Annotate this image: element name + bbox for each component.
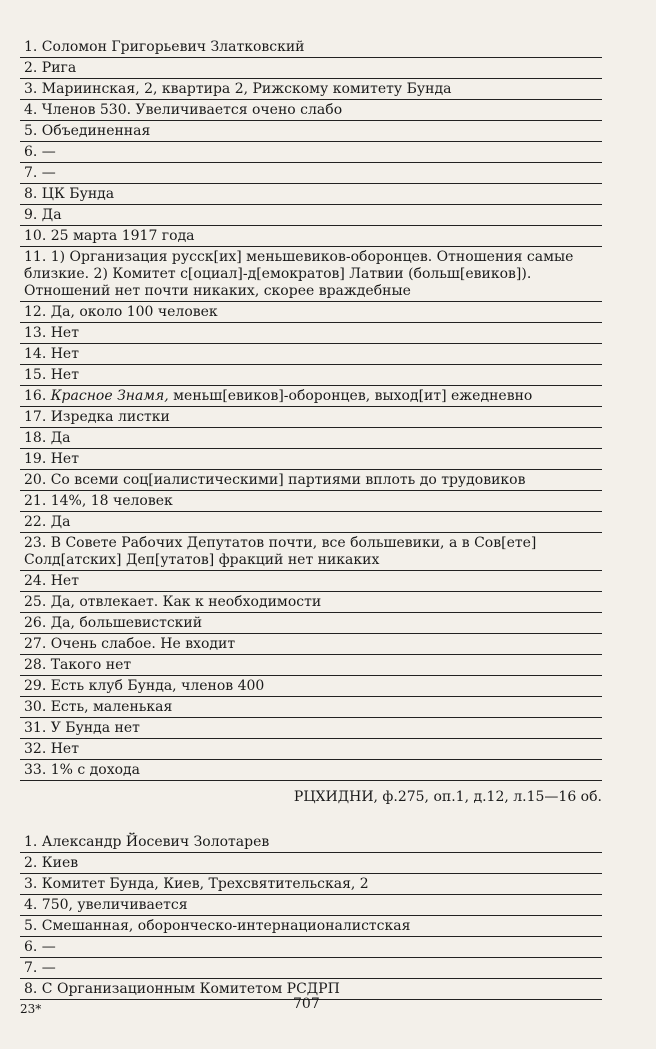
answer-row: 3. Мариинская, 2, квартира 2, Рижскому комитету Бунда (20, 79, 602, 100)
answer-row: 17. Изредка листки (20, 407, 602, 428)
newspaper-title: Красное Знамя, (50, 388, 169, 404)
archive-citation: РЦХИДНИ, ф.275, оп.1, д.12, л.15—16 об. (293, 789, 602, 805)
answer-row: 22. Да (20, 512, 602, 533)
answer-row: 1. Соломон Григорьевич Златковский (20, 37, 602, 58)
answer-row (20, 386, 602, 407)
answer-row: 8. ЦК Бунда (20, 184, 602, 205)
answer-row: 30. Есть, маленькая (20, 697, 602, 718)
answer-row: 5. Объединенная (20, 121, 602, 142)
answer-row: 5. Смешанная, оборонческо-интернационалистская (20, 916, 602, 937)
answer-row: 18. Да (20, 428, 602, 449)
answer-row: 14. Нет (20, 344, 602, 365)
answer-row: 7. — (20, 163, 602, 184)
page-number: 707 (293, 996, 320, 1012)
sheet-mark: 23* (20, 1002, 42, 1016)
answer-row: 15. Нет (20, 365, 602, 386)
answer-row: 3. Комитет Бунда, Киев, Трехсвятительская, 2 (20, 874, 602, 895)
answer-row: 4. 750, увеличивается (20, 895, 602, 916)
answer-row: 32. Нет (20, 739, 602, 760)
answer-row: 2. Киев (20, 853, 602, 874)
answer-row: 6. — (20, 937, 602, 958)
answer-row: 10. 25 марта 1917 года (20, 226, 602, 247)
answer-row: 26. Да, большевистский (20, 613, 602, 634)
answer-row: 21. 14%, 18 человек (20, 491, 602, 512)
answer-row: 6. — (20, 142, 602, 163)
answer-row: 28. Такого нет (20, 655, 602, 676)
answer-row: 33. 1% с дохода (20, 760, 602, 781)
answer-row: 9. Да (20, 205, 602, 226)
answer-row: 19. Нет (20, 449, 602, 470)
answer-row: 29. Есть клуб Бунда, членов 400 (20, 676, 602, 697)
answer-row: 31. У Бунда нет (20, 718, 602, 739)
answer-row: 25. Да, отвлекает. Как к необходимости (20, 592, 602, 613)
answer-row: 11. 1) Организация русск[их] меньшевиков-оборонцев. Отношения самые близкие. 2) Комитет с[оциал]-д[емократов] Латвии (больш[евиков]). Отношений нет почти никаких, скорее враждебные (20, 247, 602, 302)
questionnaire-table (20, 37, 602, 1000)
answer-row: 4. Членов 530. Увеличивается очено слабо (20, 100, 602, 121)
answer-row: 12. Да, около 100 человек (20, 302, 602, 323)
answer-row: 23. В Совете Рабочих Депутатов почти, все большевики, а в Сов[ете] Солд[атских] Деп[утатов] фракций нет никаких (20, 533, 602, 571)
answer-row: 8. С Организационным Комитетом РСДРП (20, 979, 602, 1000)
row-text: меньш[евиков]-оборонцев, выход[ит] ежедневно (168, 388, 533, 404)
answer-row: 27. Очень слабое. Не входит (20, 634, 602, 655)
answer-row: 20. Со всеми соц[иалистическими] партиями вплоть до трудовиков (20, 470, 602, 491)
answer-row: 7. — (20, 958, 602, 979)
answer-row: 2. Рига (20, 58, 602, 79)
answer-row: 24. Нет (20, 571, 602, 592)
answer-row: 13. Нет (20, 323, 602, 344)
answer-row: 1. Александр Йосевич Золотарев (20, 832, 602, 853)
row-number: 16. (24, 388, 47, 404)
